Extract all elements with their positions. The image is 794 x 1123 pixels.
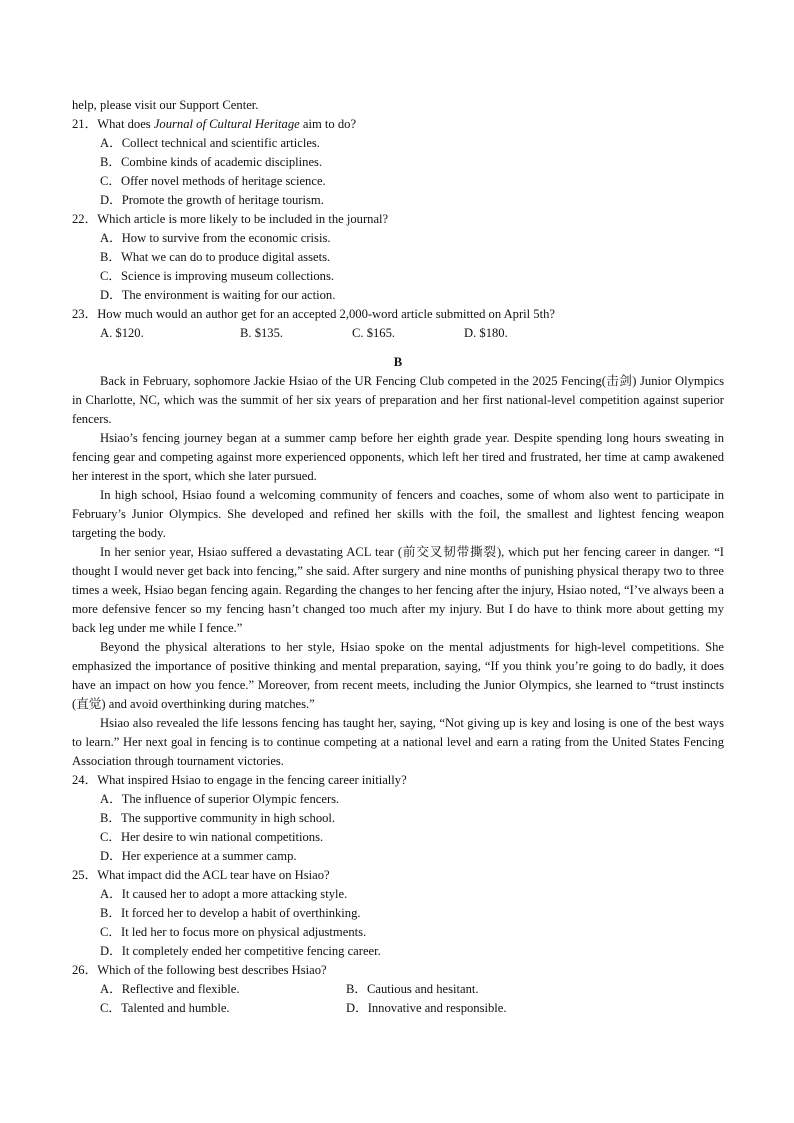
q22-option-b: B．What we can do to produce digital assets. xyxy=(100,250,331,264)
question-23-stem: 23．How much would an author get for an accepted 2,000-word article submitted on April 5th? xyxy=(72,307,555,321)
q24-option-d: D．Her experience at a summer camp. xyxy=(100,849,297,863)
q23-option-c: C. $165. xyxy=(352,326,396,340)
question-26-stem: 26．Which of the following best describes Hsiao? xyxy=(72,963,327,977)
passage-paragraph-5: Beyond the physical alterations to her style, Hsiao spoke on the mental adjustments for high-level competitions. She emphasized the importance of positive thinking and mental preparation, saying, “If you think you’re going to do badly, it does have an impact on how you fence.” Moreover, from recent meets, including the Junior Olympics, she learned to “trust instincts (直觉) and avoid overthinking during matches.” xyxy=(72,640,724,711)
exam-page xyxy=(72,96,724,1018)
q25-option-d: D．It completely ended her competitive fencing career. xyxy=(100,944,381,958)
passage-paragraph-4: In her senior year, Hsiao suffered a devastating ACL tear (前交叉韧带撕裂), which put her fencing career in danger. “I thought I would never get back into fencing,” she said. After surgery and nine months of punishing physical therapy two to three times a week, Hsiao began fencing again. Regarding the changes to her fencing after the injury, Hsiao noted, “I’ve always been a more defensive fencer so my fencing hasn’t changed too much after my injury. But I do have to think more about getting my back leg under me while I fence.” xyxy=(72,545,724,635)
q26-option-c: C．Talented and humble. xyxy=(100,1001,230,1015)
passage-paragraph-6: Hsiao also revealed the life lessons fencing has taught her, saying, “Not giving up is key and losing is one of the best ways to learn.” Her next goal in fencing is to continue competing at a national level and earn a rating from the United States Fencing Association through tournament victories. xyxy=(72,716,724,768)
q23-option-d: D. $180. xyxy=(464,326,508,340)
q21-option-a: A．Collect technical and scientific articles. xyxy=(100,136,320,150)
section-heading-b: B xyxy=(393,355,403,369)
q26-options-row-1 xyxy=(72,980,724,999)
passage-paragraph-1: Back in February, sophomore Jackie Hsiao of the UR Fencing Club competed in the 2025 Fencing(击剑) Junior Olympics in Charlotte, NC, which was the summit of her six years of preparation and her first national-level competition against superior fencers. xyxy=(72,374,724,426)
q21-option-b: B．Combine kinds of academic disciplines. xyxy=(100,155,323,169)
q21-option-c: C．Offer novel methods of heritage science. xyxy=(100,174,326,188)
question-24-stem: 24．What inspired Hsiao to engage in the fencing career initially? xyxy=(72,773,407,787)
passage-paragraph-3: In high school, Hsiao found a welcoming community of fencers and coaches, some of whom also went to participate in February’s Junior Olympics. She developed and refined her skills with the foil, the smallest and lightest fencing weapon targeting the body. xyxy=(72,488,724,540)
q25-option-b: B．It forced her to develop a habit of overthinking. xyxy=(100,906,361,920)
q25-option-a: A．It caused her to adopt a more attacking style. xyxy=(100,887,348,901)
q22-option-a: A．How to survive from the economic crisis. xyxy=(100,231,331,245)
question-21-stem: 21．What does Journal of Cultural Heritage aim to do? xyxy=(72,117,357,131)
q26-options-row-2 xyxy=(72,999,724,1018)
q23-option-b: B. $135. xyxy=(240,326,284,340)
q25-option-c: C．It led her to focus more on physical adjustments. xyxy=(100,925,367,939)
q22-option-c: C．Science is improving museum collections. xyxy=(100,269,334,283)
journal-title: Journal of Cultural Heritage xyxy=(153,117,300,131)
q26-option-b: B．Cautious and hesitant. xyxy=(346,982,479,996)
passage-paragraph-2: Hsiao’s fencing journey began at a summer camp before her eighth grade year. Despite spending long hours sweating in fencing gear and competing against more experienced opponents, which left her tired and frustrated, her time at camp awakened her interest in the sport, which she later pursued. xyxy=(72,431,724,483)
intro-tail: help, please visit our Support Center. xyxy=(72,98,259,112)
q26-option-a: A．Reflective and flexible. xyxy=(100,982,240,996)
q26-option-d: D．Innovative and responsible. xyxy=(346,1001,507,1015)
q23-options xyxy=(72,324,724,343)
q24-option-b: B．The supportive community in high school. xyxy=(100,811,336,825)
question-25-stem: 25．What impact did the ACL tear have on Hsiao? xyxy=(72,868,330,882)
q21-option-d: D．Promote the growth of heritage tourism. xyxy=(100,193,324,207)
q24-option-c: C．Her desire to win national competitions. xyxy=(100,830,324,844)
q22-option-d: D．The environment is waiting for our action. xyxy=(100,288,336,302)
q23-option-a: A. $120. xyxy=(100,326,144,340)
question-22-stem: 22．Which article is more likely to be included in the journal? xyxy=(72,212,389,226)
q24-option-a: A．The influence of superior Olympic fencers. xyxy=(100,792,340,806)
